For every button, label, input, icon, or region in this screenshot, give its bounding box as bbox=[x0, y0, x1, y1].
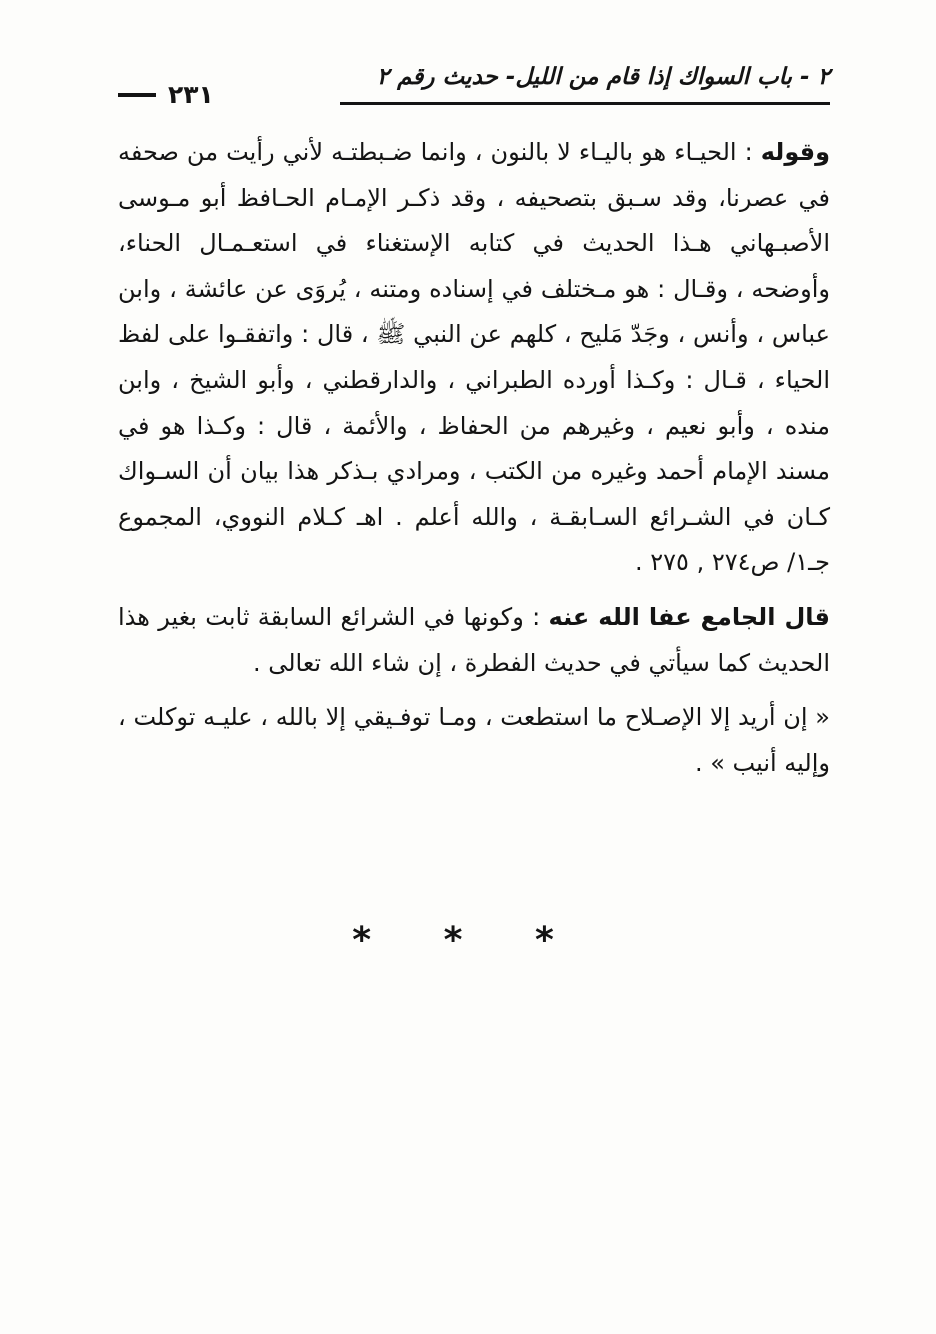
header-rule bbox=[340, 102, 830, 105]
page-number-dash bbox=[118, 93, 156, 97]
page-number-group bbox=[118, 80, 214, 109]
body-text bbox=[118, 130, 830, 795]
paragraph-closing-verse bbox=[118, 695, 830, 786]
paragraph-nawawi-quote bbox=[118, 130, 830, 586]
chapter-title: ٢ - باب السواك إذا قام من الليل- حديث رقم ٢ bbox=[376, 64, 830, 90]
section-separator: * * * bbox=[352, 920, 584, 961]
page-number: ٢٣١ bbox=[168, 80, 214, 109]
paragraph-lead: قال الجامع عفا الله عنه bbox=[548, 602, 831, 631]
paragraph-lead: وقوله bbox=[760, 138, 830, 166]
paragraph-text: : الحيـاء هو باليـاء لا بالنون ، وانما ضـبطتـه لأني رأيت من صحفه في عصرنا، وقد سـبق بتصحيفه ، وقد ذكـر الإمـام الحـافظ أبو مـوسى الأصبـهاني هـذا الحديث في كتابه الإستغناء في استعـمـال الحناء، وأوضحه ، وقـال : هو مـختلف في إسناده ومتنه ، يُروَى عن عائشة ، وابن عباس ، وأنس ، وجَدّ مَليح ، كلهم عن النبي ﷺ ، قال : واتفقـوا على لفظ الحياء ، قـال : وكـذا أورده الطبراني ، والدارقطني ، وأبو الشيخ ، وابن منده ، وأبو نعيم ، وغيرهم من الحفاظ ، والأئمة ، قال : وكـذا هو في مسند الإمام أحمد وغيره من الكتب ، ومرادي بـذكر هذا بيان أن السـواك كـان في الشـرائع السـابقـة ، والله أعلم . اهـ كـلام النووي، المجموع جـ١/ ص٢٧٤ , ٢٧٥ . bbox=[118, 138, 830, 577]
paragraph-text: « إن أريد إلا الإصـلاح ما استطعت ، ومـا توفـيقي إلا بالله ، عليـه توكلت ، وإليه أنيب » . bbox=[118, 703, 830, 777]
paragraph-compiler-note bbox=[118, 595, 830, 686]
paragraph-text: : وكونها في الشرائع السابقة ثابت بغير هذا الحديث كما سيأتي في حديث الفطرة ، إن شاء الله تعالى . bbox=[118, 602, 830, 677]
page-header bbox=[118, 64, 830, 112]
